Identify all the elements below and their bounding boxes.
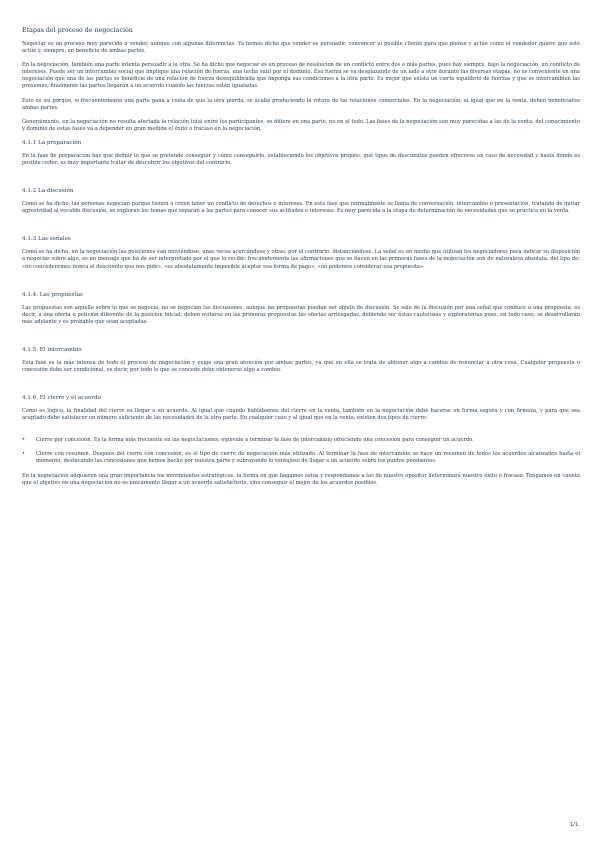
- intro-paragraph: Generalmente, en la negociación no resulta afectada la relación total entre los participantes, se difiere en una parte, no en el todo. Las fases de la negociación son muy parecidas a las de la venta; del conocimiento y dominio de estas fases va a depender en gran medida el éxito o fracaso en la negociación.: [22, 118, 580, 132]
- list-item-text: Cierre con resumen. Después del cierre con concesión, es el tipo de cierre de negociación más utilizado. Al terminar la fase de intercambio se hace un resumen de todos los acuerdos alcanzados hasta el momento, destacando las concesiones que hemos hecho por nuestra parte y subrayando lo ventajoso de llegar a un acuerdo sobre los puntos pendientes.: [36, 451, 580, 465]
- section-heading-cierre: 4.1.6. El cierre y el acuerdo: [22, 395, 101, 402]
- spacer: [22, 222, 580, 236]
- section-body-propuestas: Las propuestas son aquello sobre lo que se negocia, no se negocian las discusiones, aunque las propuestas puedan ser objeto de discusión. Se sale de la discusión por una señal que conduce a una propuesta, es decir, a una oferta o petición diferente de la posición inicial; deben evitarse en las primeras propuestas las ofertas arriesgadas, debiendo ser éstas cautelosas y exploratorias pues, en todo caso, se desarrollarán más adelante y es probable que sean aceptadas.: [22, 304, 580, 325]
- bullet-icon: •: [22, 451, 26, 458]
- spacer: [22, 381, 580, 395]
- section-heading-discusion: 4.1.2 La discusión: [22, 188, 74, 195]
- section-body-discusion: Como se ha dicho, las personas negocian porque tienen o creen tener un conflicto de derechos o intereses. En esta fase que normalmente se llama de conversación, intercambio o presentación, tratando de quitar agresividad al vocablo discusión, se exploran los temas que separan a las partes para conocer sus actitudes e intereses. Es muy parecida a la etapa de determinación de necesidades que se practica en la venta.: [22, 201, 580, 215]
- section-body-intercambio: Esta fase es la más intensa de todo el proceso de negociación y exige una gran atención por ambas partes, ya que en ella se trata de obtener algo a cambio de renunciar a otra cosa. Cualquier propuesta o concesión debe ser condicional, es decir, por todo lo que se concede debe obtenerse algo a cambio.: [22, 359, 580, 373]
- list-item-text: Cierre por concesión. Es la forma más frecuente en las negociaciones; equivale a terminar la fase de intercambio ofreciendo una concesión para conseguir un acuerdo.: [36, 437, 474, 444]
- spacer: [22, 333, 580, 347]
- list-item: [22, 451, 580, 465]
- closing-paragraph: En la negociación adquieren una gran importancia los movimientos estratégicos, la forma en que hagamos éstos y respondamos a los de nuestro opositor determinará nuestro éxito o fracaso. Tengamos en cuenta que el objetivo en una negociación no es únicamente llegar a un acuerdo satisfactorio, sino conseguir el mejor de los acuerdos posibles.: [22, 472, 580, 486]
- section-body-preparacion: En la fase de preparación hay que definir lo que se pretende conseguir y cómo conseguirlo, estableciendo los objetivos propios, qué tipos de descuentos pueden ofrecerse en caso de necesidad y hasta dónde es posible ceder; es muy importante tratar de descubrir los objetivos del contrario.: [22, 152, 580, 167]
- list-item: [22, 437, 580, 444]
- bullet-icon: •: [22, 437, 26, 444]
- intro-paragraph: Negociar es un proceso muy parecido a vender, aunque con algunas diferencias. Ya hemos dicho que vender es persuadir, convencer al posible cliente para que piense y actúe como el vendedor quiere que éste actúe y, siempre, en beneficio de ambas partes.: [22, 41, 580, 55]
- section-heading-preparacion: 4.1.1 La preparación: [22, 139, 82, 146]
- section-heading-intercambio: 4.1.5. El intercambio: [22, 346, 82, 353]
- document-title: Etapas del proceso de negociación: [22, 27, 133, 34]
- intro-paragraph: Esto es así porque, si frecuentemente una parte gana a costa de que la otra pierda, se acaba produciendo la rotura de las relaciones comerciales. En la negociación, al igual que en la venta, deben beneficiarse ambas partes.: [22, 97, 580, 111]
- section-heading-propuestas: 4.1.4. Las propuestas: [22, 291, 83, 298]
- intro-paragraph: En la negociación, también una parte intenta persuadir a la otra. Se ha dicho que negociar es un proceso de resolución de un conflicto entre dos o más partes, pues hay siempre, bajo la negociación, un conflicto de intereses. Puede ser un intercambio social que implique una relación de fuerza, una lucha sutil por el dominio. Esa fuerza se va desplazando de un lado a otro durante las diversas etapas, no es conveniente en una negociación que una de las partes se beneficie de una relación de fuerza desequilibrada que imponga sus condiciones a la otra parte. Es mejor que exista un cierto equilibrio de fuerzas y que se intercambien las presiones, finalmente las partes llegarán a un acuerdo cuando las fuerzas estén igualadas.: [22, 62, 580, 90]
- section-body-senales: Como se ha dicho, en la negociación las posiciones van moviéndose, unas veces acercándose y otras, por el contrario, distanciándose. La señal es un medio que utilizan los negociadores para indicar su disposición a negociar sobre algo, es un mensaje que ha de ser interpretado por el que lo recibe; frecuentemente las afirmaciones que se hacen en las primeras fases de la negociación son de naturaleza absoluta, del tipo de: «no concederemos nunca el descuento que nos pide», «es absolutamente imposible aceptar esa forma de pago», «no podemos considerar esa propuesta».: [22, 249, 580, 270]
- section-body-cierre: Como es lógico, la finalidad del cierre es llegar a un acuerdo. Al igual que cuando hablábamos del cierre en la venta, también en la negociación debe hacerse en forma segura y con firmeza, y para que sea aceptado debe satisfacer un número suficiente de las necesidades de la otra parte. En cualquier caso y al igual que en la venta, existen dos tipos de cierre:: [22, 408, 580, 422]
- section-heading-senales: 4.1.3 Las señales: [22, 236, 71, 243]
- page-number: 1/1: [569, 822, 578, 828]
- spacer: [22, 278, 580, 292]
- spacer: [22, 174, 580, 188]
- document-page: [22, 27, 580, 494]
